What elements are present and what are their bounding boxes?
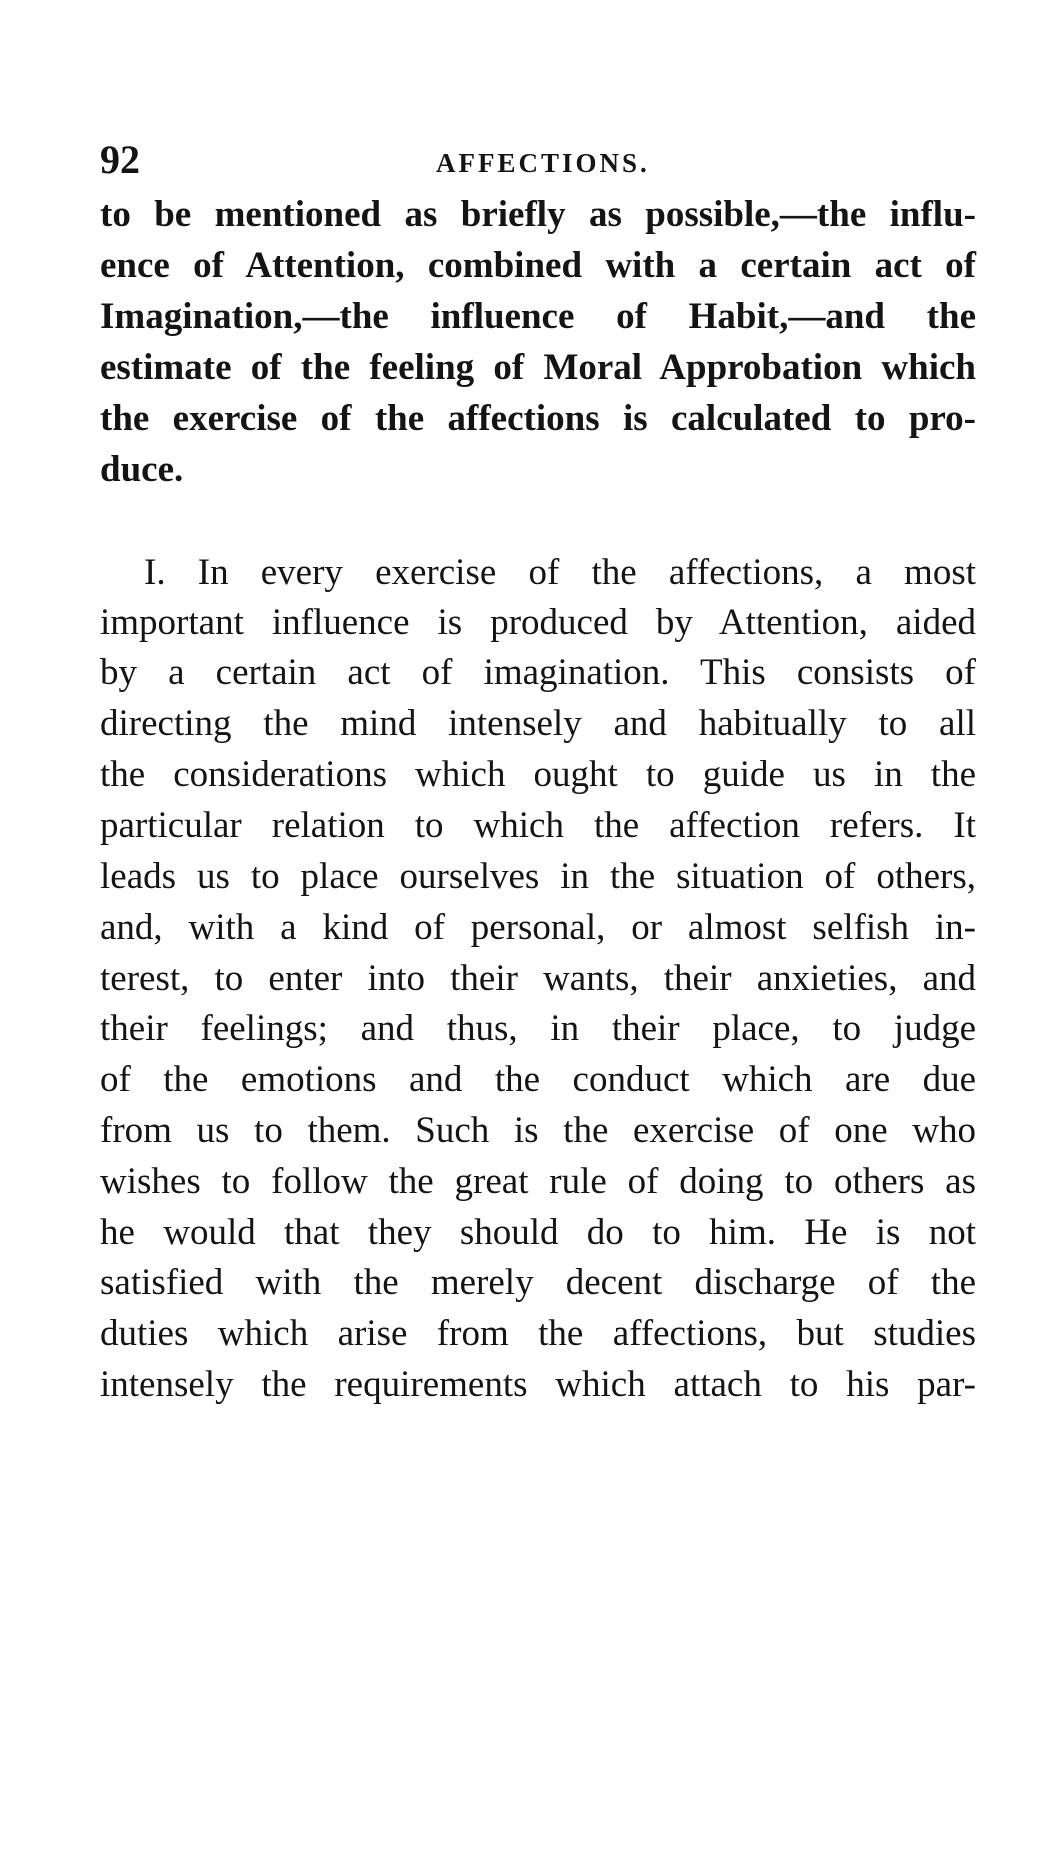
text-line: he would that they should do to him. He is not <box>100 1212 976 1253</box>
text-line: terest, to enter into their wants, their anxieties, and <box>100 958 976 999</box>
text-line: particular relation to which the affection refers. It <box>100 805 976 846</box>
text-line: estimate of the feeling of Moral Approbation which <box>100 347 976 388</box>
text-line: their feelings; and thus, in their place, to judge <box>100 1008 976 1049</box>
text-line: ence of Attention, combined with a certain act of <box>100 245 976 286</box>
text-line: by a certain act of imagination. This consists of <box>100 652 976 693</box>
text-line: directing the mind intensely and habitually to all <box>100 703 976 744</box>
text-line: to be mentioned as briefly as possible,—the influ- <box>100 194 976 235</box>
page-header <box>96 137 976 182</box>
text-line: duce. <box>100 449 184 490</box>
text-line: I. In every exercise of the affections, a most <box>144 552 976 593</box>
text-line: the considerations which ought to guide us in the <box>100 754 976 795</box>
text-line: satisfied with the merely decent discharge of the <box>100 1262 976 1303</box>
text-line: important influence is produced by Attention, aided <box>100 602 976 643</box>
running-head: AFFECTIONS. <box>436 148 650 178</box>
page-number: 92 <box>100 137 140 182</box>
text-line: duties which arise from the affections, but studies <box>100 1313 976 1354</box>
text-line: the exercise of the affections is calculated to pro- <box>100 398 976 439</box>
text-line: intensely the requirements which attach to his par- <box>100 1364 976 1405</box>
text-line: of the emotions and the conduct which are due <box>100 1059 976 1100</box>
text-line: leads us to place ourselves in the situation of others, <box>100 856 976 897</box>
text-line: and, with a kind of personal, or almost selfish in- <box>100 907 976 948</box>
text-line: Imagination,—the influence of Habit,—and the <box>100 296 976 337</box>
text-line: wishes to follow the great rule of doing to others as <box>100 1161 976 1202</box>
text-line: from us to them. Such is the exercise of one who <box>100 1110 976 1151</box>
